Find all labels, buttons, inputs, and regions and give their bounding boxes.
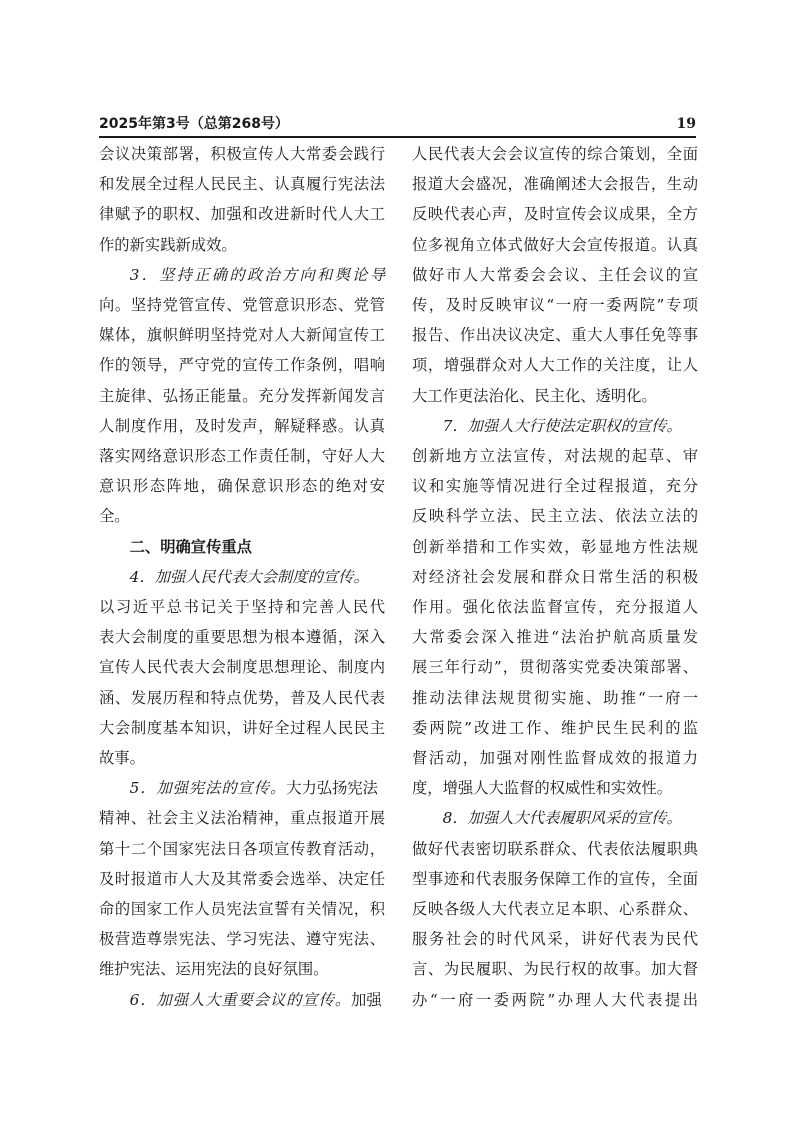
right-column [412,139,698,1015]
item-6-title: 6．加强人大重要会议的宣传。 [129,990,352,1009]
text-line: 大常委会深入推进“法治护航高质量发 [412,628,698,647]
text-line: 落实网络意识形态工作责任制，守好人大 [99,447,385,466]
text-line: 办“一府一委两院”办理人大代表提出 [412,990,698,1009]
text-line: 媒体，旗帜鲜明坚持党对人大新闻宣传工 [99,326,385,345]
text-line: 创新地方立法宣传，对法规的起草、审 [412,447,698,466]
text-line: 做好代表密切联系群众、代表依法履职典 [412,839,698,858]
page-header [99,114,696,138]
text-line: 度，增强人大监督的权威性和实效性。 [412,779,673,798]
text-line: 型事迹和代表服务保障工作的宣传，全面 [412,869,698,888]
text-line: 宣传人民代表大会制度思想理论、制度内 [99,658,385,677]
text-line: 意识形态阵地，确保意识形态的绝对安 [99,477,385,496]
item-4-title: 4．加强人民代表大会制度的宣传。 [129,567,369,586]
paragraph-6 [99,985,385,1015]
text-line: 极营造尊崇宪法、学习宪法、遵守宪法、 [99,930,385,949]
text-line: 委两院”改进工作、维护民生民利的监 [412,718,698,737]
text-line: 及时报道市人大及其常委会选举、决定任 [99,869,385,888]
text-run: 加强 [351,990,382,1009]
text-line: 反映科学立法、民主立法、依法立法的 [412,507,698,526]
item-3-title: 3．坚持正确的政治方向和舆论导 [129,265,385,284]
paragraph-3 [99,260,385,532]
text-line: 报告、作出决议决定、重大人事任免等事 [412,326,698,345]
text-line: 以习近平总书记关于坚持和完善人民代 [99,598,385,617]
text-line: 作的领导，严守党的宣传工作条例，唱响 [99,356,385,375]
text-line: 督活动，加强对刚性监督成效的报道力 [412,749,698,768]
text-line: 大工作更法治化、民主化、透明化。 [412,386,657,405]
text-line: 命的国家工作人员宪法宣誓有关情况，积 [99,900,385,919]
text-line: 维护宪法、运用宪法的良好氛围。 [99,960,329,979]
paragraph-intro-continued [99,139,385,260]
page-number: 19 [676,116,696,132]
text-line: 议和实施等情况进行全过程报道，充分 [412,477,698,496]
text-line: 和发展全过程人民民主、认真履行宪法法 [99,175,385,194]
left-column [99,139,385,1015]
paragraph-8 [412,803,698,1014]
paragraph-7 [412,411,698,804]
text-line: 言、为民履职、为民行权的故事。加大督 [412,960,698,979]
text-line: 传，及时反映审议“一府一委两院”专项 [412,296,698,315]
item-5-first-line [99,773,385,803]
text-line: 项，增强群众对人大工作的关注度，让人 [412,356,698,375]
paragraph-5 [99,773,385,984]
text-line: 报道大会盛况，准确阐述大会报告，生动 [412,175,698,194]
section-heading [99,532,385,562]
text-line: 作的新实践新成效。 [99,235,237,254]
text-line: 人民代表大会会议宣传的综合策划，全面 [412,145,698,163]
paragraph-4 [99,562,385,773]
text-line: 做好市人大常委会会议、主任会议的宣 [412,265,698,284]
text-line: 律赋予的职权、加强和改进新时代人大工 [99,205,385,224]
text-run: 大力弘扬宪法 [286,779,378,798]
text-line: 大会制度基本知识，讲好全过程人民民主 [99,718,385,737]
text-line: 位多视角立体式做好大会宣传报道。认真 [412,235,698,254]
item-5-title: 5．加强宪法的宣传。 [129,779,287,798]
text-line: 全。 [99,507,130,526]
text-line: 作用。强化依法监督宣传，充分报道人 [412,598,698,617]
text-line: 人制度作用，及时发声，解疑释惑。认真 [99,416,385,435]
item-7-title: 7．加强人大行使法定职权的宣传。 [442,416,682,435]
text-line: 精神、社会主义法治精神，重点报道开展 [99,809,385,828]
text-line: 故事。 [99,749,145,768]
text-line: 第十二个国家宪法日各项宣传教育活动， [99,839,385,858]
text-line: 会议决策部署，积极宣传人大常委会践行 [99,145,385,163]
text-line: 对经济社会发展和群众日常生活的积极 [412,567,698,586]
item-6-first-line [99,985,385,1015]
section-heading-text: 二、明确宣传重点 [129,537,252,556]
text-line: 涵、发展历程和特点优势，普及人民代表 [99,688,385,707]
text-line: 反映代表心声，及时宣传会议成果，全方 [412,205,698,224]
paragraph-6-continued [412,139,698,411]
text-line: 表大会制度的重要思想为根本遵循，深入 [99,628,385,647]
text-line: 创新举措和工作实效，彰显地方性法规 [412,537,698,556]
item-8-title: 8．加强人大代表履职风采的宣传。 [442,809,682,828]
text-line: 主旋律、弘扬正能量。充分发挥新闻发言 [99,386,385,405]
issue-label: 2025年第3号（总第268号） [99,116,289,132]
text-line: 展三年行动”，贯彻落实党委决策部署、 [412,658,698,677]
text-line: 向。坚持党管宣传、党管意识形态、党管 [99,296,385,315]
text-line: 推动法律法规贯彻实施、助推“一府一 [412,688,698,707]
text-line: 服务社会的时代风采，讲好代表为民代 [412,930,698,949]
text-line: 反映各级人大代表立足本职、心系群众、 [412,900,698,919]
